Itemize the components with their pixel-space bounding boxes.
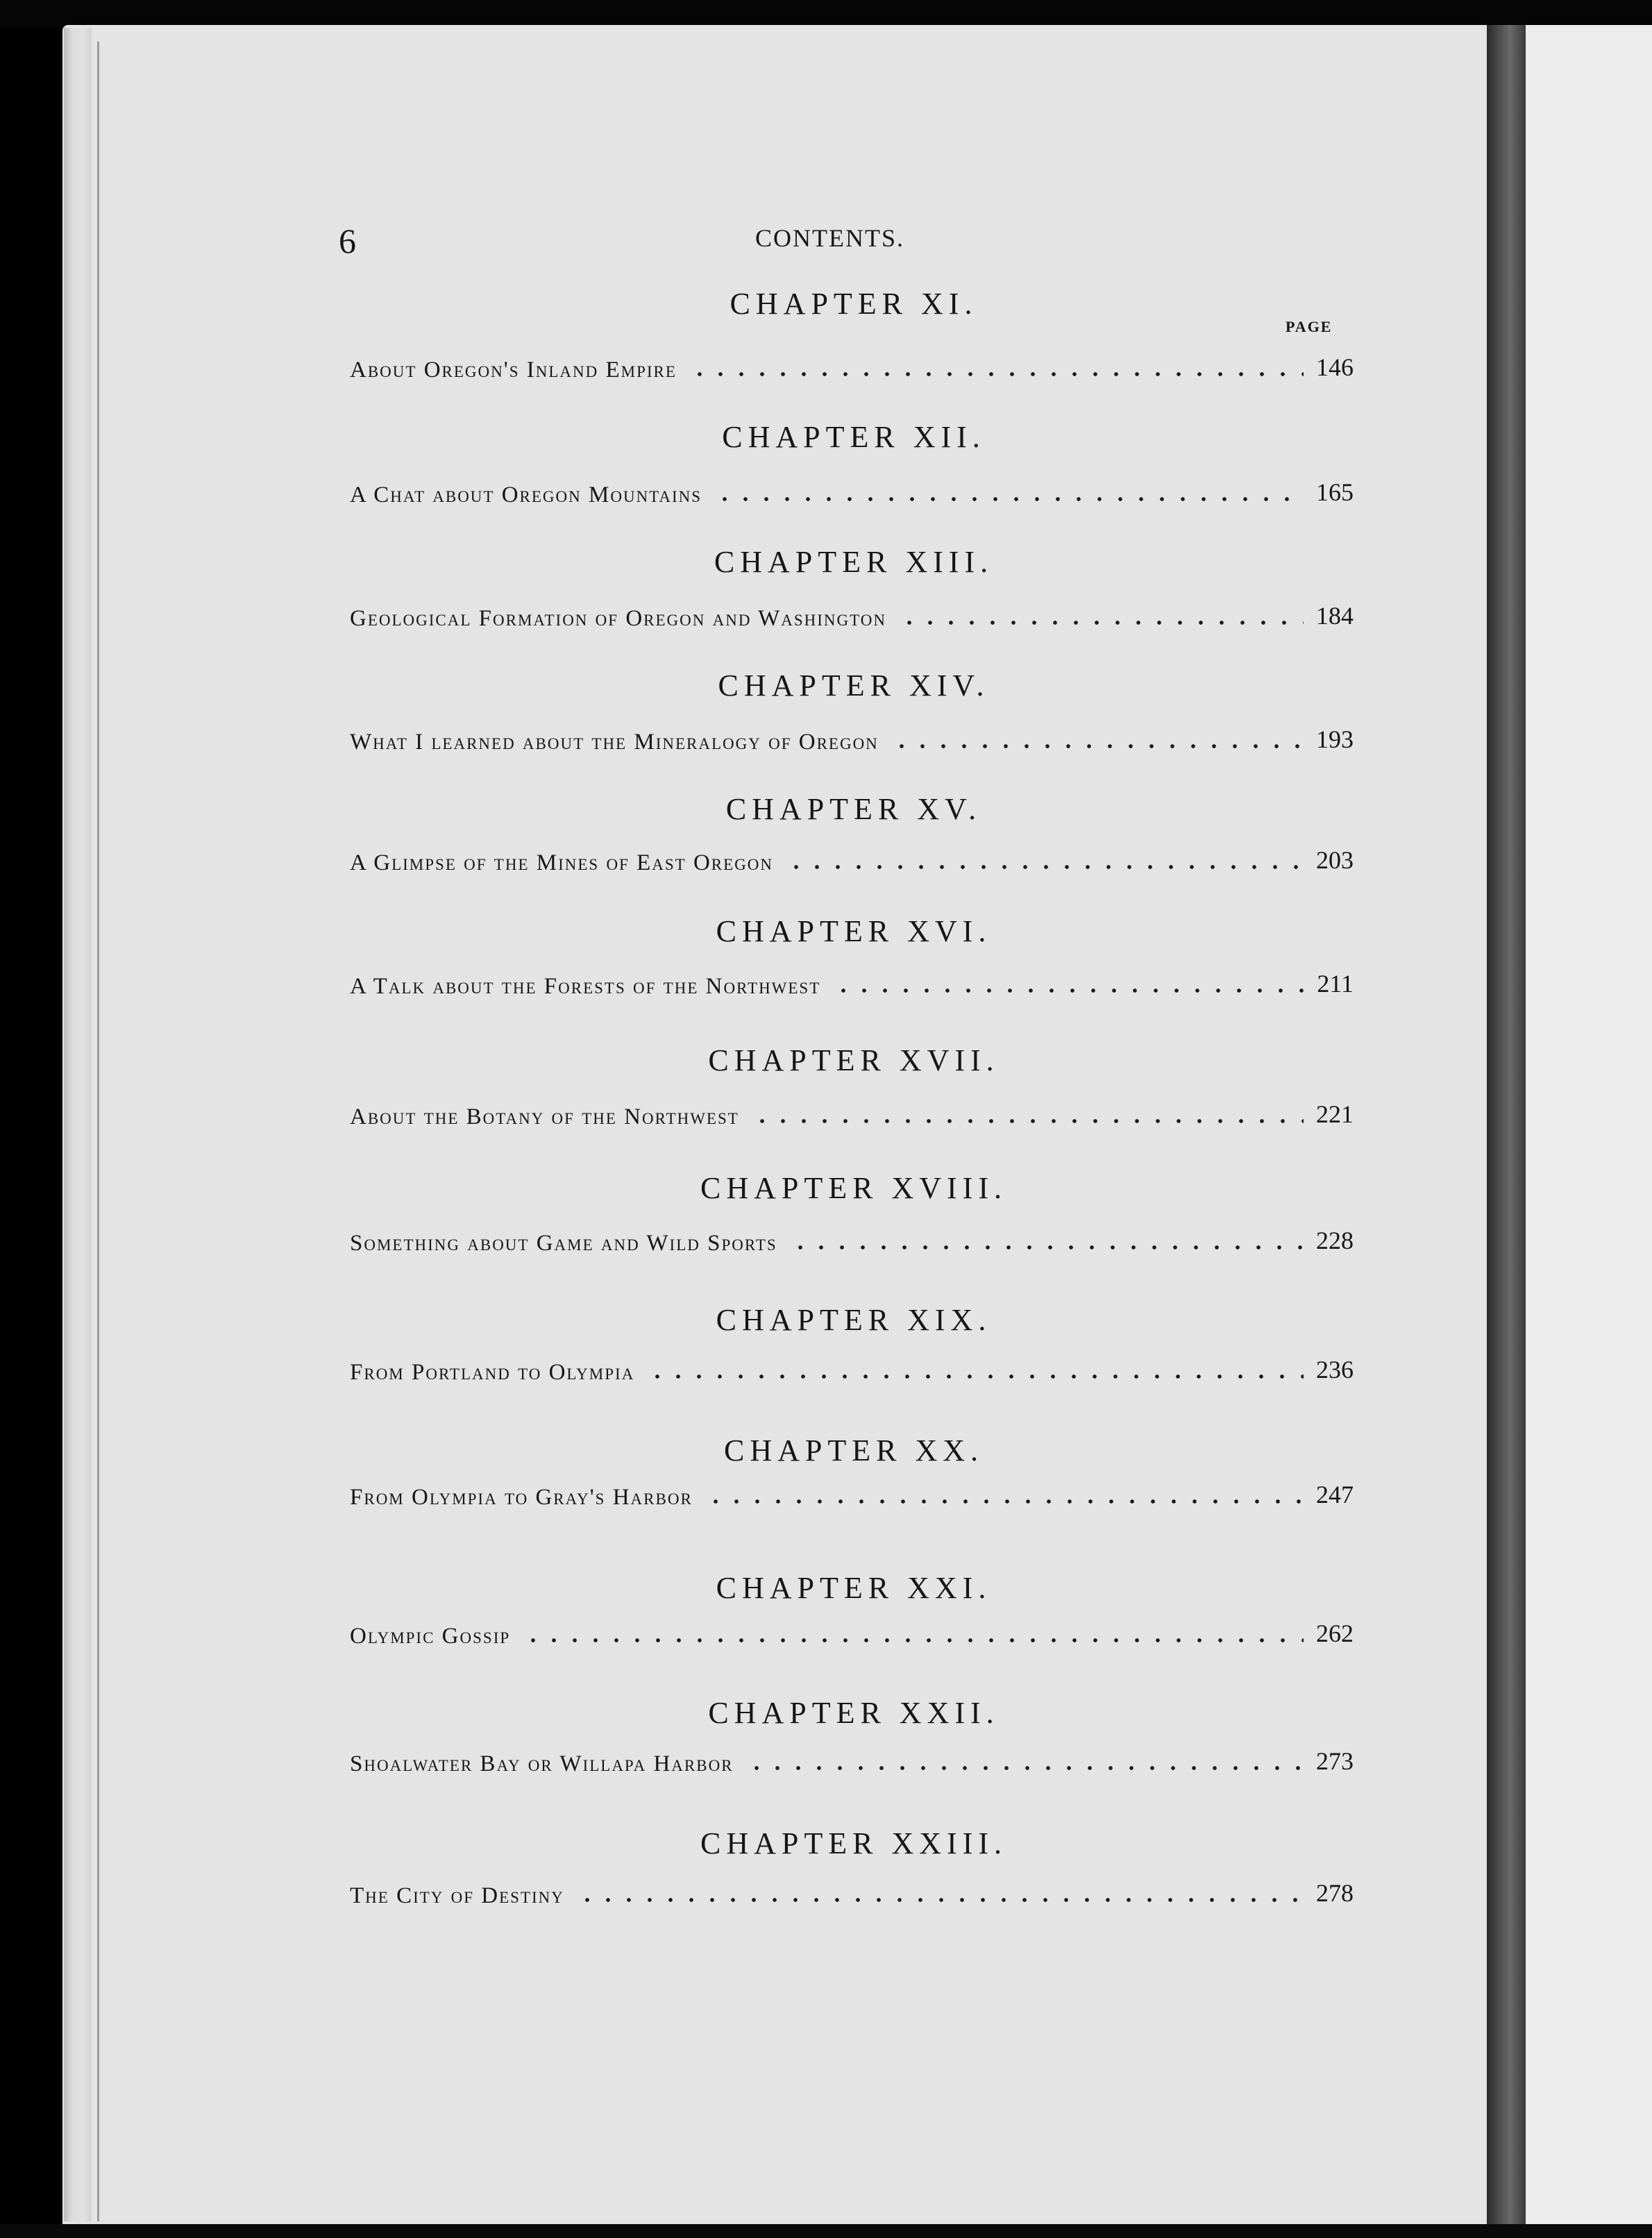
toc-entry-page: 211 [1317,970,1354,998]
page-gutter-line [97,42,99,2221]
toc-entry-page: 262 [1316,1619,1354,1647]
chapter-heading: CHAPTER XVI. [716,914,992,948]
chapter-heading: CHAPTER XXIII. [700,1826,1007,1860]
toc-entry[interactable] [350,472,1354,508]
dot-leader [833,988,1304,993]
dot-leader [746,1766,1304,1770]
toc-entry-page: 184 [1316,602,1354,630]
toc-entry-title: Shoalwater Bay or Willapa Harbor [350,1751,734,1776]
chapter-heading: CHAPTER XIX. [716,1303,992,1337]
page-column-label: PAGE [1286,318,1333,335]
page-edge-shadow [64,28,92,2221]
scan-border-bottom [0,2224,1652,2238]
toc-entry-page: 236 [1316,1356,1354,1383]
toc-entry-page: 193 [1316,725,1354,753]
toc-entry-page: 273 [1316,1747,1354,1775]
chapter-heading: CHAPTER XIII. [714,545,994,579]
toc-entry-title: A Chat about Oregon Mountains [350,482,702,507]
toc-entry[interactable] [350,840,1354,876]
toc-entry[interactable] [350,1613,1354,1649]
chapter-heading: CHAPTER XXI. [716,1571,992,1605]
toc-entry-title: A Glimpse of the Mines of East Oregon [350,850,774,875]
chapter-heading: CHAPTER XI. [730,287,978,321]
toc-entry[interactable] [350,596,1354,632]
toc-entry[interactable] [350,1873,1354,1909]
toc-entry-page: 221 [1316,1100,1354,1128]
dot-leader [577,1898,1304,1902]
chapter-heading: CHAPTER XVIII. [700,1171,1007,1205]
chapter-heading: CHAPTER XX. [723,1433,984,1467]
toc-entry-title: A Talk about the Forests of the Northwest [350,974,821,999]
dot-leader [689,372,1304,376]
toc-entry[interactable] [350,1220,1354,1256]
toc-entry[interactable] [350,964,1354,1000]
toc-entry-title: What I learned about the Mineralogy of Oregon [350,730,879,755]
toc-entry-title: About Oregon's Inland Empire [350,357,677,382]
toc-entry-title: From Portland to Olympia [350,1360,635,1385]
toc-entry-title: Geological Formation of Oregon and Washington [350,606,886,631]
chapter-heading: CHAPTER XIV. [718,668,990,702]
toc-entry[interactable] [350,347,1354,383]
dot-leader [891,744,1304,748]
chapter-heading: CHAPTER XXII. [708,1696,1000,1730]
toc-entry-page: 228 [1316,1227,1354,1254]
dot-leader [523,1638,1304,1642]
book-spine [1487,25,1526,2226]
toc-entry[interactable] [350,1474,1354,1511]
toc-entry[interactable] [350,1094,1354,1130]
chapter-heading: CHAPTER XV. [725,792,982,826]
facing-page-edge [1526,25,1652,2226]
toc-entry-title: Something about Game and Wild Sports [350,1231,777,1256]
toc-entry-page: 278 [1316,1879,1354,1907]
running-head: CONTENTS. [755,224,904,252]
page-number: 6 [339,221,356,260]
dot-leader [647,1374,1304,1379]
scan-border-top [0,0,1652,28]
chapter-heading: CHAPTER XII. [722,420,986,454]
toc-entry[interactable] [350,719,1354,755]
toc-entry-title: The City of Destiny [350,1883,564,1908]
toc-entry-page: 203 [1316,846,1354,874]
toc-entry-title: Olympic Gossip [350,1624,511,1649]
dot-leader [752,1119,1304,1123]
toc-entry-page: 146 [1316,353,1354,381]
dot-leader [899,621,1304,625]
chapter-heading: CHAPTER XVII. [708,1043,1000,1077]
dot-leader [786,865,1304,869]
toc-entry-page: 165 [1316,478,1354,506]
dot-leader [705,1499,1304,1504]
toc-entry-title: About the Botany of the Northwest [350,1104,739,1129]
toc-entry-page: 247 [1316,1481,1354,1508]
toc-entry-title: From Olympia to Gray's Harbor [350,1485,693,1510]
toc-entry[interactable] [350,1349,1354,1386]
dot-leader [790,1245,1304,1250]
toc-entry[interactable] [350,1741,1354,1777]
dot-leader [714,497,1304,501]
